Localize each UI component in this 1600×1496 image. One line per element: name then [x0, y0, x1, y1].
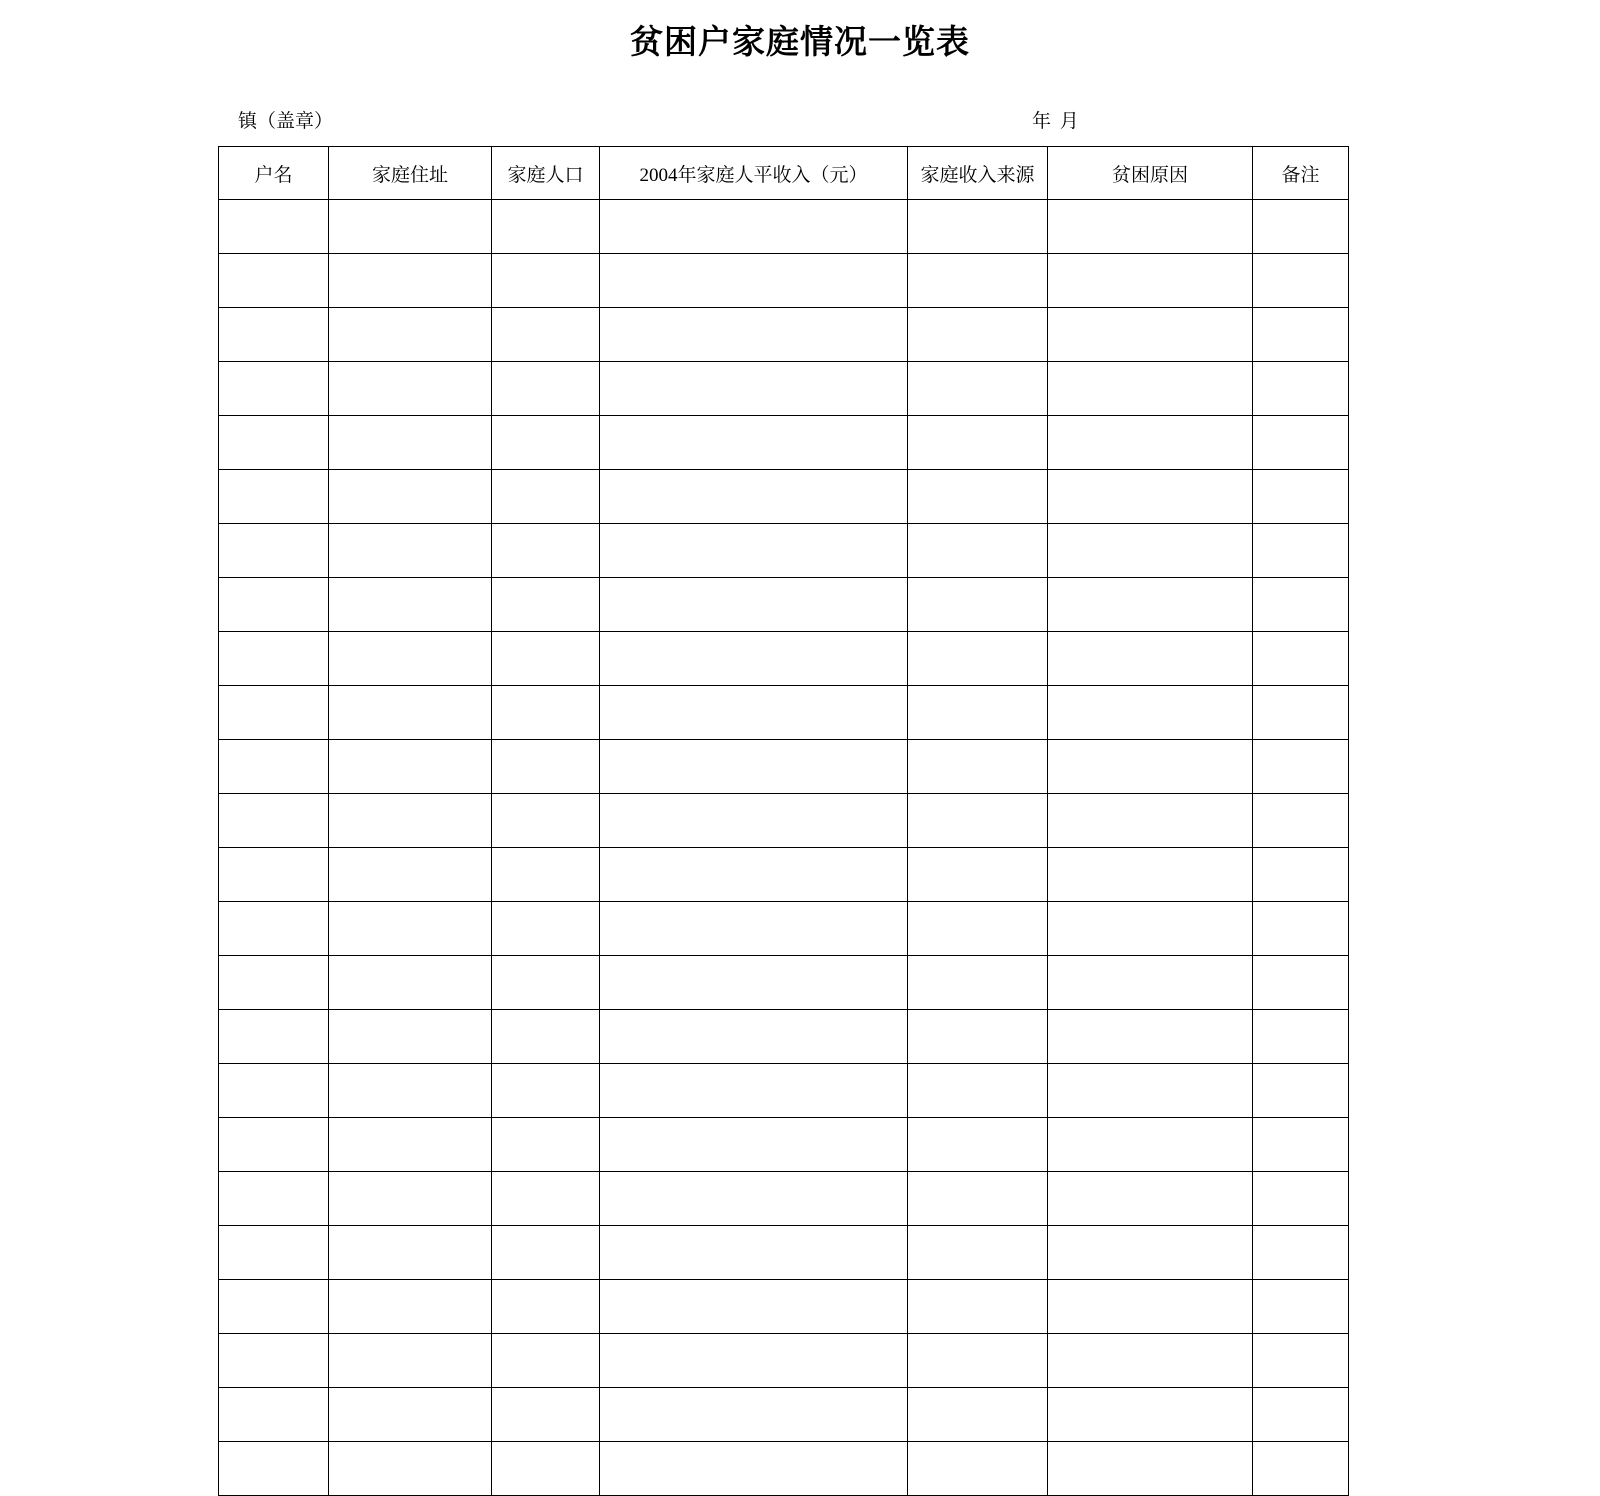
- table-row: [219, 1442, 1349, 1496]
- table-cell[interactable]: [600, 902, 908, 956]
- table-cell[interactable]: [600, 470, 908, 524]
- column-header-remarks: 备注: [1253, 147, 1349, 200]
- table-cell[interactable]: [600, 740, 908, 794]
- town-seal-label: 镇（盖章）: [238, 110, 334, 132]
- table-cell[interactable]: [600, 1064, 908, 1118]
- table-cell[interactable]: [600, 200, 908, 254]
- table-cell[interactable]: [492, 740, 600, 794]
- table-cell[interactable]: [908, 1118, 1048, 1172]
- table-cell[interactable]: [329, 956, 492, 1010]
- table-cell[interactable]: [600, 416, 908, 470]
- table-cell[interactable]: [329, 200, 492, 254]
- table-cell[interactable]: [1048, 1118, 1253, 1172]
- table-cell[interactable]: [1048, 632, 1253, 686]
- table-cell[interactable]: [1253, 632, 1349, 686]
- table-cell[interactable]: [219, 308, 329, 362]
- table-cell[interactable]: [1253, 470, 1349, 524]
- table-cell[interactable]: [329, 1064, 492, 1118]
- table-cell[interactable]: [1253, 578, 1349, 632]
- table-cell[interactable]: [600, 1388, 908, 1442]
- table-cell[interactable]: [492, 1064, 600, 1118]
- table-cell[interactable]: [1048, 1172, 1253, 1226]
- table-cell[interactable]: [1253, 524, 1349, 578]
- table-cell[interactable]: [219, 416, 329, 470]
- table-cell[interactable]: [600, 794, 908, 848]
- table-row: [219, 794, 1349, 848]
- table-cell[interactable]: [492, 1172, 600, 1226]
- table-cell[interactable]: [600, 1010, 908, 1064]
- table-cell[interactable]: [1253, 848, 1349, 902]
- table-cell[interactable]: [219, 1442, 329, 1496]
- table-cell[interactable]: [908, 524, 1048, 578]
- table-cell[interactable]: [1253, 416, 1349, 470]
- table-cell[interactable]: [1048, 470, 1253, 524]
- table-row: [219, 848, 1349, 902]
- table-cell[interactable]: [219, 794, 329, 848]
- table-cell[interactable]: [492, 1226, 600, 1280]
- table-cell[interactable]: [219, 1226, 329, 1280]
- meta-row: [0, 106, 1600, 140]
- table-row: [219, 740, 1349, 794]
- table-row: [219, 470, 1349, 524]
- table-cell[interactable]: [1048, 1334, 1253, 1388]
- table-cell[interactable]: [492, 686, 600, 740]
- table-cell[interactable]: [1048, 1442, 1253, 1496]
- table-cell[interactable]: [908, 1334, 1048, 1388]
- table-cell[interactable]: [219, 1172, 329, 1226]
- table-cell[interactable]: [1253, 1280, 1349, 1334]
- column-header-home-address: 家庭住址: [329, 147, 492, 200]
- table-cell[interactable]: [492, 1118, 600, 1172]
- table-cell[interactable]: [329, 578, 492, 632]
- table-cell[interactable]: [1048, 416, 1253, 470]
- table-cell[interactable]: [1048, 740, 1253, 794]
- column-header-income-source: 家庭收入来源: [908, 147, 1048, 200]
- table-row: [219, 632, 1349, 686]
- table-cell[interactable]: [908, 956, 1048, 1010]
- table-cell[interactable]: [1048, 1280, 1253, 1334]
- table-cell[interactable]: [219, 956, 329, 1010]
- table-cell[interactable]: [329, 1334, 492, 1388]
- table-cell[interactable]: [219, 1064, 329, 1118]
- table-row: [219, 308, 1349, 362]
- table-cell[interactable]: [908, 578, 1048, 632]
- table-cell[interactable]: [492, 308, 600, 362]
- table-cell[interactable]: [1048, 524, 1253, 578]
- table-cell[interactable]: [492, 1334, 600, 1388]
- table-cell[interactable]: [329, 1118, 492, 1172]
- table-cell[interactable]: [329, 524, 492, 578]
- table-cell[interactable]: [1253, 1226, 1349, 1280]
- date-label: 年 月: [1032, 110, 1081, 132]
- table-row: [219, 524, 1349, 578]
- table-cell[interactable]: [1253, 1010, 1349, 1064]
- table-row: [219, 1118, 1349, 1172]
- table-cell[interactable]: [492, 524, 600, 578]
- table-cell[interactable]: [492, 1280, 600, 1334]
- table-cell[interactable]: [329, 470, 492, 524]
- table-cell[interactable]: [908, 1172, 1048, 1226]
- table-cell[interactable]: [329, 254, 492, 308]
- table-cell[interactable]: [1253, 1064, 1349, 1118]
- table-cell[interactable]: [908, 902, 1048, 956]
- table-cell[interactable]: [600, 308, 908, 362]
- page-title: 贫困户家庭情况一览表: [630, 22, 970, 61]
- table-cell[interactable]: [600, 956, 908, 1010]
- table-cell[interactable]: [492, 578, 600, 632]
- table-cell[interactable]: [492, 1388, 600, 1442]
- table-row: [219, 362, 1349, 416]
- table-cell[interactable]: [1048, 956, 1253, 1010]
- table-cell[interactable]: [1253, 740, 1349, 794]
- table-cell[interactable]: [908, 362, 1048, 416]
- table-cell[interactable]: [908, 848, 1048, 902]
- table-cell[interactable]: [492, 362, 600, 416]
- table-cell[interactable]: [1048, 1226, 1253, 1280]
- table-cell[interactable]: [1253, 1442, 1349, 1496]
- table-cell[interactable]: [600, 1118, 908, 1172]
- table-cell[interactable]: [908, 740, 1048, 794]
- table-cell[interactable]: [219, 1010, 329, 1064]
- table-cell[interactable]: [1048, 686, 1253, 740]
- table-row: [219, 416, 1349, 470]
- table-cell[interactable]: [600, 1442, 908, 1496]
- table-cell[interactable]: [329, 740, 492, 794]
- table-cell[interactable]: [908, 308, 1048, 362]
- table-cell[interactable]: [600, 254, 908, 308]
- table-cell[interactable]: [600, 1172, 908, 1226]
- table-cell[interactable]: [908, 794, 1048, 848]
- table-cell[interactable]: [908, 1442, 1048, 1496]
- table-cell[interactable]: [329, 362, 492, 416]
- table-cell[interactable]: [329, 1280, 492, 1334]
- table-cell[interactable]: [1253, 794, 1349, 848]
- table-row: [219, 902, 1349, 956]
- table-row: [219, 1172, 1349, 1226]
- table-cell[interactable]: [600, 362, 908, 416]
- table-cell[interactable]: [1253, 1388, 1349, 1442]
- table-cell[interactable]: [1048, 200, 1253, 254]
- table-cell[interactable]: [219, 200, 329, 254]
- table-row: [219, 1334, 1349, 1388]
- table-cell[interactable]: [492, 902, 600, 956]
- table-row: [219, 1064, 1349, 1118]
- table-cell[interactable]: [600, 632, 908, 686]
- table-cell[interactable]: [908, 470, 1048, 524]
- table-header: [219, 147, 1349, 200]
- table-cell[interactable]: [908, 632, 1048, 686]
- table-cell[interactable]: [908, 200, 1048, 254]
- column-header-household-population: 家庭人口: [492, 147, 600, 200]
- table-cell[interactable]: [492, 1010, 600, 1064]
- table-cell[interactable]: [1048, 578, 1253, 632]
- table-cell[interactable]: [1253, 1172, 1349, 1226]
- table-cell[interactable]: [219, 686, 329, 740]
- table-cell[interactable]: [329, 308, 492, 362]
- table-cell[interactable]: [1048, 902, 1253, 956]
- table-cell[interactable]: [1048, 308, 1253, 362]
- table-cell[interactable]: [219, 902, 329, 956]
- table-cell[interactable]: [219, 1334, 329, 1388]
- table-cell[interactable]: [908, 686, 1048, 740]
- table-cell[interactable]: [492, 794, 600, 848]
- table-cell[interactable]: [1253, 362, 1349, 416]
- table-cell[interactable]: [1048, 254, 1253, 308]
- table-row: [219, 578, 1349, 632]
- table-cell[interactable]: [600, 524, 908, 578]
- table-cell[interactable]: [600, 1226, 908, 1280]
- table-row: [219, 686, 1349, 740]
- table-cell[interactable]: [329, 632, 492, 686]
- table-header-row: [219, 147, 1349, 200]
- table-cell[interactable]: [908, 1010, 1048, 1064]
- table-cell[interactable]: [1048, 1010, 1253, 1064]
- table-cell[interactable]: [908, 1280, 1048, 1334]
- table-cell[interactable]: [329, 1442, 492, 1496]
- table-cell[interactable]: [492, 470, 600, 524]
- table-cell[interactable]: [219, 1388, 329, 1442]
- table-cell[interactable]: [329, 902, 492, 956]
- table-cell[interactable]: [219, 470, 329, 524]
- table-cell[interactable]: [908, 254, 1048, 308]
- table-cell[interactable]: [329, 794, 492, 848]
- table-row: [219, 200, 1349, 254]
- table-cell[interactable]: [908, 1064, 1048, 1118]
- table-body: [219, 200, 1349, 1496]
- table-row: [219, 1388, 1349, 1442]
- table-cell[interactable]: [329, 1388, 492, 1442]
- table-cell[interactable]: [600, 686, 908, 740]
- table-row: [219, 1280, 1349, 1334]
- table-row: [219, 254, 1349, 308]
- table-cell[interactable]: [600, 1280, 908, 1334]
- table-cell[interactable]: [492, 1442, 600, 1496]
- table-cell[interactable]: [219, 848, 329, 902]
- table-cell[interactable]: [908, 416, 1048, 470]
- table-cell[interactable]: [492, 200, 600, 254]
- table-cell[interactable]: [1048, 362, 1253, 416]
- table-row: [219, 1010, 1349, 1064]
- table-cell[interactable]: [492, 416, 600, 470]
- table-cell[interactable]: [1048, 1064, 1253, 1118]
- table-cell[interactable]: [908, 1226, 1048, 1280]
- table-cell[interactable]: [329, 1010, 492, 1064]
- table-cell[interactable]: [492, 956, 600, 1010]
- table-cell[interactable]: [219, 578, 329, 632]
- table-row: [219, 1226, 1349, 1280]
- table-cell[interactable]: [1253, 686, 1349, 740]
- table-cell[interactable]: [492, 254, 600, 308]
- column-header-poverty-reason: 贫困原因: [1048, 147, 1253, 200]
- table-cell[interactable]: [1253, 254, 1349, 308]
- table-row: [219, 956, 1349, 1010]
- table-cell[interactable]: [329, 1172, 492, 1226]
- table-cell[interactable]: [1253, 1334, 1349, 1388]
- table-cell[interactable]: [219, 740, 329, 794]
- table-cell[interactable]: [1253, 308, 1349, 362]
- table-cell[interactable]: [329, 848, 492, 902]
- table-cell[interactable]: [219, 254, 329, 308]
- table-cell[interactable]: [219, 1118, 329, 1172]
- table-cell[interactable]: [1048, 848, 1253, 902]
- table-cell[interactable]: [600, 1334, 908, 1388]
- table-cell[interactable]: [492, 848, 600, 902]
- column-header-household-name: 户名: [219, 147, 329, 200]
- table-cell[interactable]: [219, 524, 329, 578]
- table-cell[interactable]: [1048, 794, 1253, 848]
- table-cell[interactable]: [219, 1280, 329, 1334]
- table-cell[interactable]: [492, 632, 600, 686]
- table-cell[interactable]: [219, 362, 329, 416]
- table-cell[interactable]: [1253, 902, 1349, 956]
- table-cell[interactable]: [329, 1226, 492, 1280]
- table-cell[interactable]: [329, 686, 492, 740]
- table-cell[interactable]: [1253, 200, 1349, 254]
- table-cell[interactable]: [219, 632, 329, 686]
- column-header-average-income: 2004年家庭人平收入（元）: [600, 147, 908, 200]
- table-cell[interactable]: [600, 848, 908, 902]
- table-cell[interactable]: [1253, 1118, 1349, 1172]
- table-cell[interactable]: [1048, 1388, 1253, 1442]
- poverty-household-table: [218, 146, 1349, 1496]
- table-cell[interactable]: [600, 578, 908, 632]
- table-cell[interactable]: [1253, 956, 1349, 1010]
- table-cell[interactable]: [908, 1388, 1048, 1442]
- table-cell[interactable]: [329, 416, 492, 470]
